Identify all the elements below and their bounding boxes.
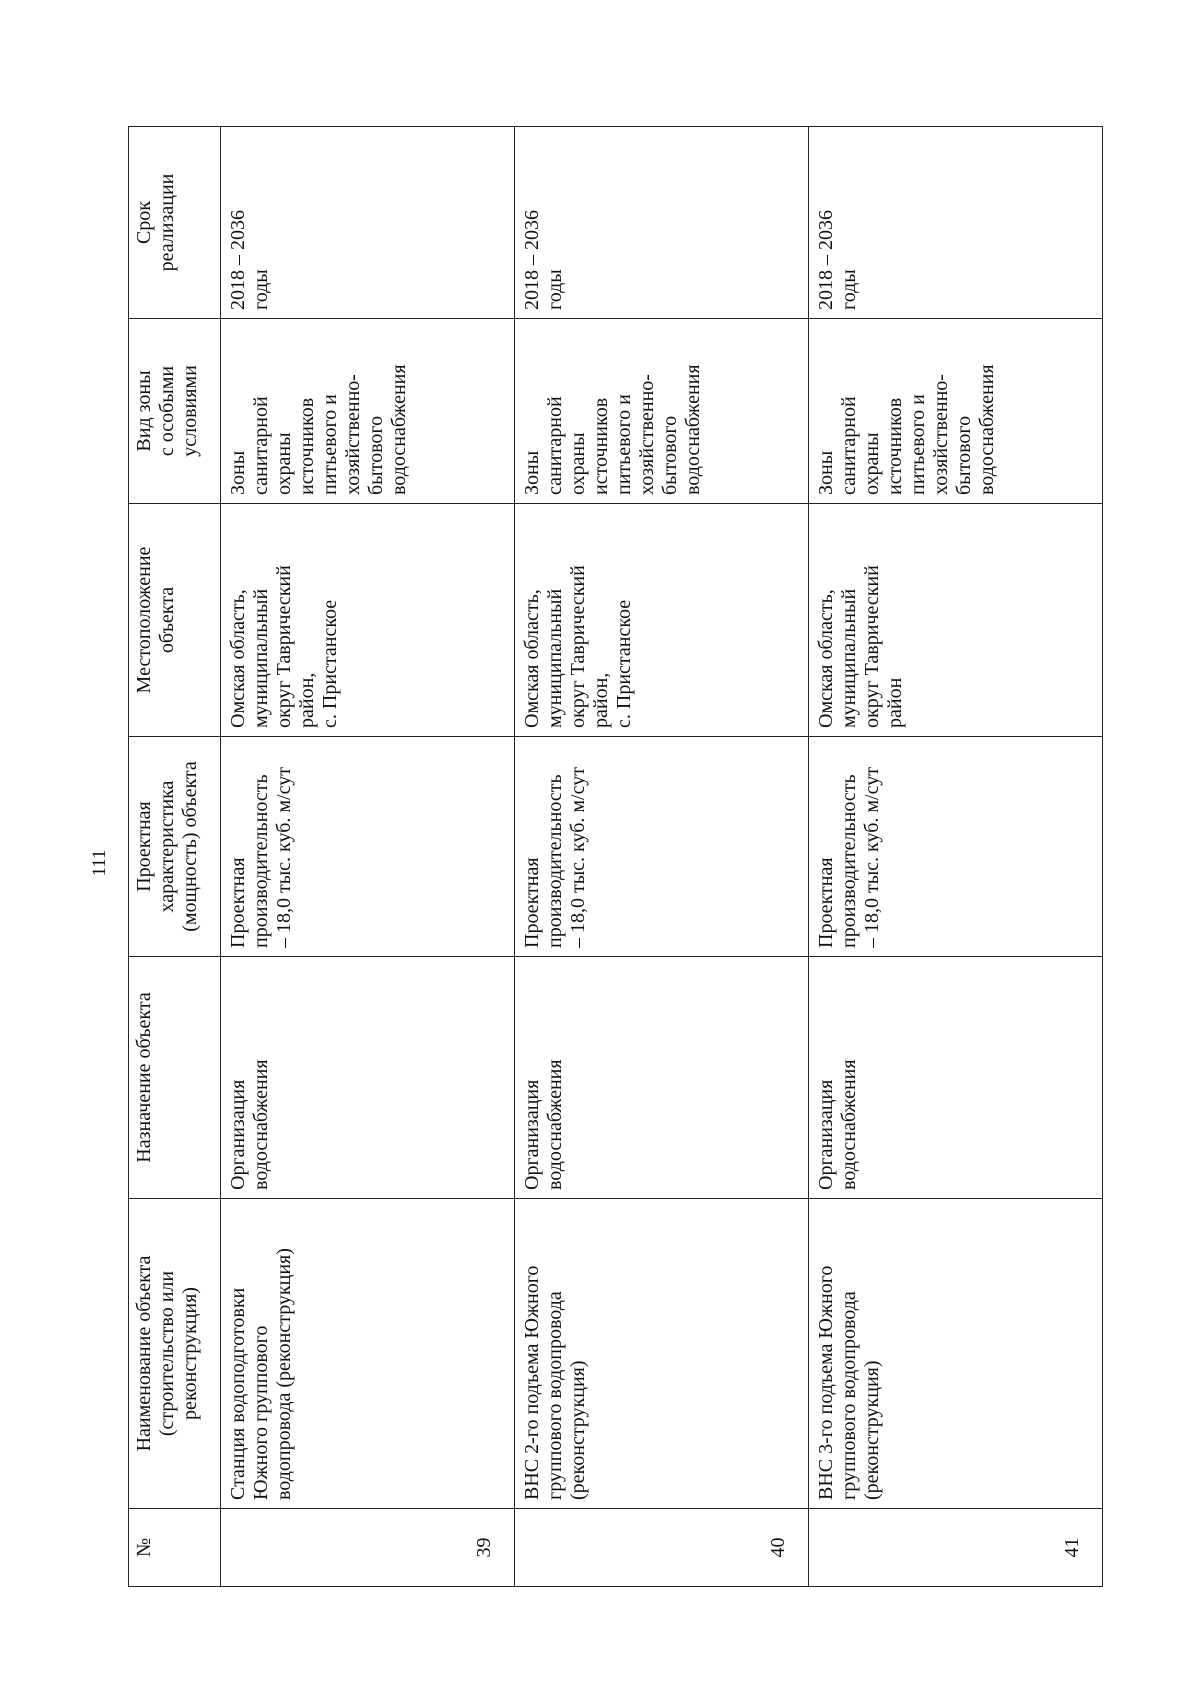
cell-line: водоснабжения <box>250 1059 272 1190</box>
cell-name <box>515 1199 809 1509</box>
cell-line: – 18,0 тыс. куб. м/сут <box>567 767 589 948</box>
table-body <box>221 127 1103 1587</box>
cell-line: муниципальный <box>838 588 860 728</box>
table-header-row <box>129 127 221 1587</box>
table-row <box>221 127 515 1587</box>
cell-name <box>809 1199 1103 1509</box>
cell-line: питьевого и <box>613 394 635 495</box>
cell-name <box>221 1199 515 1509</box>
header-line: с особыми <box>156 365 178 457</box>
header-line: (строительство или <box>156 1270 178 1437</box>
row-number: 40 <box>515 1509 809 1587</box>
cell-line: охраны <box>273 432 295 495</box>
cell-line: водоснабжения <box>838 1059 860 1190</box>
column-header-purpose <box>129 957 221 1199</box>
header-line: Проектная <box>133 801 155 892</box>
page-number: 111 <box>89 849 110 877</box>
cell-line: источников <box>884 397 906 495</box>
cell-line: группового водопровода <box>544 1291 566 1500</box>
cell-line: группового водопровода <box>838 1291 860 1500</box>
cell-line: муниципальный <box>544 588 566 728</box>
cell-line: Организация <box>521 1079 543 1190</box>
objects-table <box>128 126 1103 1587</box>
cell-term <box>809 127 1103 319</box>
cell-line: Проектная <box>521 857 543 948</box>
cell-location <box>221 504 515 737</box>
cell-line: Омская область, <box>815 589 837 728</box>
cell-line: 2018 – 2036 <box>815 210 837 310</box>
cell-line: округ Таврический <box>273 565 295 728</box>
cell-line: с. Пристанское <box>613 599 635 728</box>
cell-line: округ Таврический <box>861 565 883 728</box>
cell-line: годы <box>250 269 272 310</box>
cell-line: Проектная <box>815 857 837 948</box>
cell-line: Станция водоподготовки <box>227 1287 249 1500</box>
cell-line: водопровода (реконструкция) <box>273 1248 295 1500</box>
cell-line: округ Таврический <box>567 565 589 728</box>
cell-line: Организация <box>815 1079 837 1190</box>
cell-zone <box>809 319 1103 504</box>
cell-purpose <box>515 957 809 1199</box>
column-header-name <box>129 1199 221 1509</box>
header-line: реконструкция) <box>179 1287 201 1420</box>
cell-line: хозяйственно- <box>342 374 364 495</box>
cell-line: (реконструкция) <box>567 1360 589 1500</box>
header-line: Местоположение <box>133 546 155 694</box>
cell-line: 2018 – 2036 <box>227 210 249 310</box>
cell-line: с. Пристанское <box>319 599 341 728</box>
cell-line: водоснабжения <box>544 1059 566 1190</box>
header-line: Наименование объекта <box>133 1255 155 1452</box>
cell-line: Организация <box>227 1079 249 1190</box>
cell-line: район, <box>590 672 612 728</box>
cell-purpose <box>809 957 1103 1199</box>
column-header-term <box>129 127 221 319</box>
header-line: характеристика <box>156 780 178 913</box>
cell-line: Зоны <box>521 450 543 495</box>
cell-line: источников <box>590 397 612 495</box>
header-line: реализации <box>156 173 178 272</box>
cell-location <box>515 504 809 737</box>
table-row <box>809 127 1103 1587</box>
cell-line: Зоны <box>227 450 249 495</box>
cell-line: Зоны <box>815 450 837 495</box>
cell-line: (реконструкция) <box>861 1360 883 1500</box>
column-header-capacity <box>129 737 221 957</box>
cell-line: район <box>884 677 906 728</box>
cell-line: Омская область, <box>521 589 543 728</box>
header-line: № <box>133 1537 155 1558</box>
cell-line: бытового <box>953 415 975 495</box>
cell-line: бытового <box>659 415 681 495</box>
cell-line: охраны <box>567 432 589 495</box>
cell-line: бытового <box>365 415 387 495</box>
cell-term <box>221 127 515 319</box>
cell-line: Южного группового <box>250 1325 272 1500</box>
row-number: 39 <box>221 1509 515 1587</box>
cell-capacity <box>515 737 809 957</box>
cell-zone <box>515 319 809 504</box>
cell-line: хозяйственно- <box>930 374 952 495</box>
row-number: 41 <box>809 1509 1103 1587</box>
cell-purpose <box>221 957 515 1199</box>
cell-line: годы <box>838 269 860 310</box>
cell-line: водоснабжения <box>388 364 410 495</box>
cell-line: 2018 – 2036 <box>521 210 543 310</box>
cell-line: охраны <box>861 432 883 495</box>
header-line: Назначение объекта <box>133 992 155 1163</box>
cell-line: санитарной <box>250 396 272 495</box>
header-line: Вид зоны <box>133 370 155 452</box>
column-header-num <box>129 1509 221 1587</box>
column-header-location <box>129 504 221 737</box>
table-row <box>515 127 809 1587</box>
cell-line: водоснабжения <box>976 364 998 495</box>
cell-term <box>515 127 809 319</box>
rotated-table-container <box>128 127 1103 1587</box>
cell-line: питьевого и <box>319 394 341 495</box>
cell-zone <box>221 319 515 504</box>
cell-line: санитарной <box>838 396 860 495</box>
cell-line: производительность <box>544 774 566 948</box>
cell-capacity <box>221 737 515 957</box>
cell-line: годы <box>544 269 566 310</box>
cell-line: санитарной <box>544 396 566 495</box>
cell-line: ВНС 2-го подъема Южного <box>521 1265 543 1500</box>
header-line: (мощность) объекта <box>179 761 201 932</box>
header-line: условиями <box>179 365 201 457</box>
header-line: Срок <box>133 200 155 245</box>
cell-line: источников <box>296 397 318 495</box>
cell-line: хозяйственно- <box>636 374 658 495</box>
cell-line: водоснабжения <box>682 364 704 495</box>
cell-line: – 18,0 тыс. куб. м/сут <box>273 767 295 948</box>
cell-line: Проектная <box>227 857 249 948</box>
cell-capacity <box>809 737 1103 957</box>
cell-line: – 18,0 тыс. куб. м/сут <box>861 767 883 948</box>
cell-line: производительность <box>838 774 860 948</box>
cell-line: питьевого и <box>907 394 929 495</box>
header-line: объекта <box>156 586 178 654</box>
cell-location <box>809 504 1103 737</box>
column-header-zone <box>129 319 221 504</box>
cell-line: ВНС 3-го подъема Южного <box>815 1265 837 1500</box>
cell-line: район, <box>296 672 318 728</box>
cell-line: производительность <box>250 774 272 948</box>
cell-line: Омская область, <box>227 589 249 728</box>
cell-line: муниципальный <box>250 588 272 728</box>
